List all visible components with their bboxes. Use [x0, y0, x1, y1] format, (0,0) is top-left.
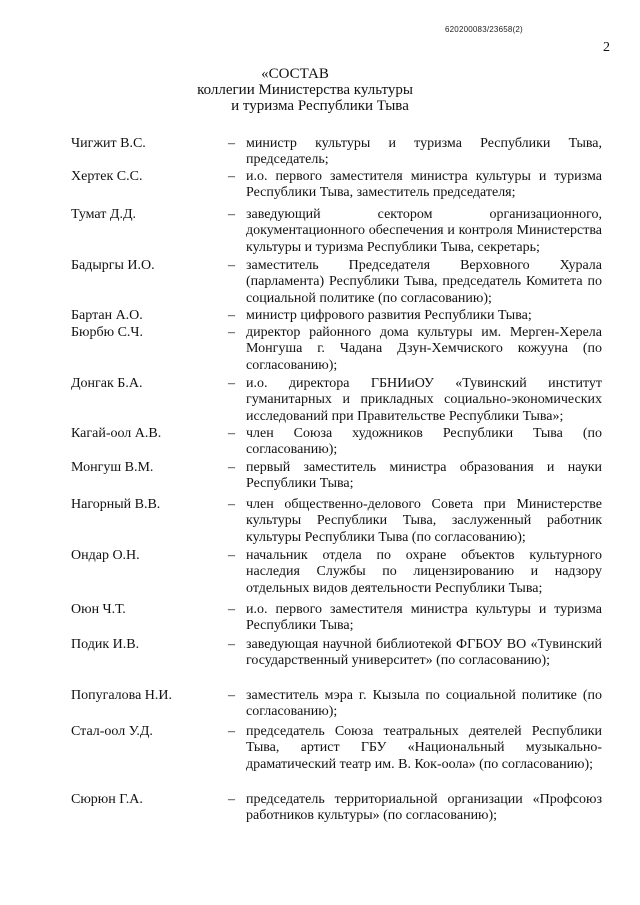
dash: –: [228, 308, 235, 323]
member-role: министр цифрового развития Республики Тыва;: [246, 308, 532, 323]
member-role: заместитель мэра г. Кызыла по социальной политике (по согласованию);: [246, 688, 602, 720]
dash: –: [228, 792, 235, 807]
member-name: Нагорный В.В.: [71, 497, 161, 512]
dash: –: [228, 602, 235, 617]
dash: –: [228, 688, 235, 703]
member-name: Хертек С.С.: [71, 169, 143, 184]
dash: –: [228, 169, 235, 184]
member-name: Тумат Д.Д.: [71, 207, 137, 222]
member-role: заведующая научной библиотекой ФГБОУ ВО «Тувинский государственный университет» (по согласованию);: [246, 637, 602, 669]
member-role: и.о. директора ГБНИиОУ «Тувинский институт гуманитарных и прикладных социально-экономических исследований при Правительстве Республики Тыва»;: [246, 376, 602, 424]
dash: –: [228, 258, 235, 273]
dash: –: [228, 460, 235, 475]
page-number: 2: [603, 40, 610, 55]
member-role: заведующий сектором организационного, документационного обеспечения и контроля Министерства культуры и туризма Республики Тыва, секретарь;: [246, 207, 602, 255]
member-role: министр культуры и туризма Республики Тыва, председатель;: [246, 136, 602, 168]
member-name: Бюрбю С.Ч.: [71, 325, 144, 340]
document-id: 620200083/23658(2): [445, 25, 523, 34]
dash: –: [228, 548, 235, 563]
dash: –: [228, 207, 235, 222]
document-title: [0, 66, 640, 114]
member-name: Чигжит В.С.: [71, 136, 146, 151]
dash: –: [228, 136, 235, 151]
member-role: и.о. первого заместителя министра культуры и туризма Республики Тыва, заместитель председателя;: [246, 169, 602, 201]
member-role: директор районного дома культуры им. Мерген-Херела Монгуша г. Чадана Дзун-Хемчиского кожууна (по согласованию);: [246, 325, 602, 373]
member-role: начальник отдела по охране объектов культурного наследия Службы по лицензированию и надзору отдельных видов деятельности Республики Тыва;: [246, 548, 602, 596]
member-name: Подик И.В.: [71, 637, 140, 652]
title-line-2: коллегии Министерства культуры: [197, 82, 413, 98]
member-name: Монгуш В.М.: [71, 460, 154, 475]
member-role: и.о. первого заместителя министра культуры и туризма Республики Тыва;: [246, 602, 602, 634]
dash: –: [228, 724, 235, 739]
member-name: Сюрюн Г.А.: [71, 792, 143, 807]
member-role: заместитель Председателя Верховного Хурала (парламента) Республики Тыва, председатель Комитета по социальной политике (по согласованию);: [246, 258, 602, 306]
title-line-3: и туризма Республики Тыва: [231, 98, 409, 114]
dash: –: [228, 637, 235, 652]
member-name: Оюн Ч.Т.: [71, 602, 126, 617]
member-name: Ондар О.Н.: [71, 548, 140, 563]
member-name: Попугалова Н.И.: [71, 688, 173, 703]
dash: –: [228, 497, 235, 512]
member-role: председатель Союза театральных деятелей Республики Тыва, артист ГБУ «Национальный музыкально-драматический театр им. В. Кок-оола» (по согласованию);: [246, 724, 602, 772]
member-name: Кагай-оол А.В.: [71, 426, 162, 441]
member-role: председатель территориальной организации «Профсоюз работников культуры» (по согласованию);: [246, 792, 602, 824]
member-role: первый заместитель министра образования и науки Республики Тыва;: [246, 460, 602, 492]
member-name: Бадыргы И.О.: [71, 258, 155, 273]
member-role: член Союза художников Республики Тыва (по согласованию);: [246, 426, 602, 458]
member-name: Стал-оол У.Д.: [71, 724, 153, 739]
dash: –: [228, 376, 235, 391]
member-name: Бартан А.О.: [71, 308, 143, 323]
dash: –: [228, 426, 235, 441]
member-name: Донгак Б.А.: [71, 376, 143, 391]
title-line-1: «СОСТАВ: [261, 66, 329, 82]
member-role: член общественно-делового Совета при Министерстве культуры Республики Тыва, заслуженный работник культуры Республики Тыва (по согласованию);: [246, 497, 602, 545]
dash: –: [228, 325, 235, 340]
